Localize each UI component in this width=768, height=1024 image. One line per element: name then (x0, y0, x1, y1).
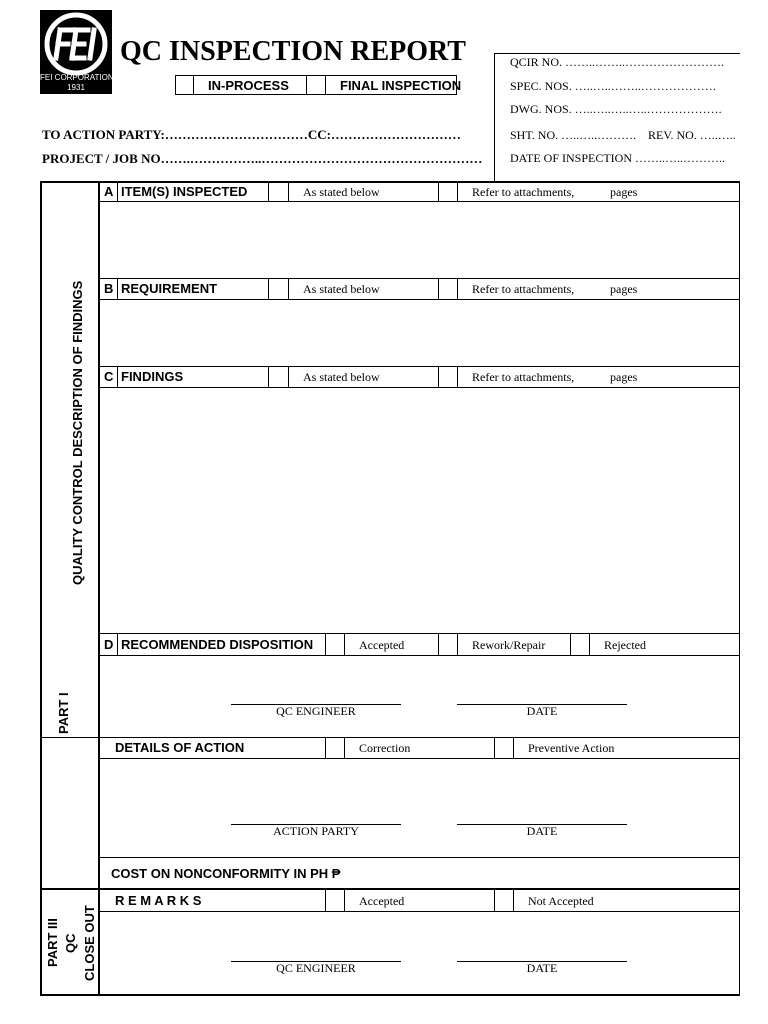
correction-label: Correction (359, 741, 411, 755)
remarks-accepted-label: Accepted (359, 894, 405, 908)
section-b-attachments-label: Refer to attachments, (472, 282, 575, 296)
section-d-letter: D (104, 637, 114, 652)
remarks-accepted-checkbox[interactable] (326, 890, 344, 911)
side-label-part3: PART III (45, 918, 60, 967)
final-inspection-checkbox[interactable] (306, 76, 326, 94)
disposition-accepted-checkbox[interactable] (326, 634, 344, 655)
remarks-not-accepted-checkbox[interactable] (495, 890, 513, 911)
side-label-qc: QC (63, 933, 78, 953)
section-c-attachments-checkbox[interactable] (439, 367, 457, 387)
qcir-no-field[interactable]: QCIR NO. ……..……..……………………. (510, 55, 725, 69)
date-of-inspection-field[interactable]: DATE OF INSPECTION ……..…..……….. (510, 151, 726, 165)
company-logo (40, 10, 112, 94)
section-d-title: RECOMMENDED DISPOSITION (121, 637, 314, 652)
section-a-body[interactable] (100, 202, 740, 278)
in-process-checkbox[interactable] (176, 76, 194, 94)
logo-org-name: FEI CORPORATION (40, 73, 114, 82)
side-label-part1: PART I (56, 692, 71, 734)
cost-on-nonconformity-field[interactable]: COST ON NONCONFORMITY IN PH ₱ (111, 866, 341, 881)
details-of-action-title: DETAILS OF ACTION (115, 740, 245, 755)
section-a-pages-label: pages (610, 185, 638, 199)
final-inspection-label: FINAL INSPECTION (340, 78, 462, 93)
section-b-pages-label: pages (610, 282, 638, 296)
action-date-label: DATE (526, 824, 558, 838)
preventive-action-checkbox[interactable] (495, 738, 513, 758)
section-b-stated-label: As stated below (303, 282, 380, 296)
section-c-pages-label: pages (610, 370, 638, 384)
qc-engineer-label: QC ENGINEER (276, 704, 356, 718)
side-label-qc-description: QUALITY CONTROL DESCRIPTION OF FINDINGS (70, 280, 85, 585)
section-b-title: REQUIREMENT (121, 281, 218, 296)
section-b-attachments-checkbox[interactable] (439, 279, 457, 299)
remarks-not-accepted-label: Not Accepted (528, 894, 594, 908)
section-b-letter: B (104, 281, 114, 296)
fei-emblem-icon (40, 10, 112, 76)
section-c-attachments-label: Refer to attachments, (472, 370, 575, 384)
disposition-rejected-checkbox[interactable] (571, 634, 589, 655)
section-c-stated-checkbox[interactable] (269, 367, 288, 387)
disposition-rework-label: Rework/Repair (472, 638, 546, 652)
rev-no-field[interactable]: REV. NO. …..….. (648, 128, 736, 142)
section-b-stated-checkbox[interactable] (269, 279, 288, 299)
section-c-stated-label: As stated below (303, 370, 380, 384)
disposition-date-label: DATE (526, 704, 558, 718)
section-c-body[interactable] (100, 388, 740, 633)
section-a-letter: A (104, 184, 114, 199)
closeout-date-label: DATE (526, 961, 558, 975)
dwg-nos-field[interactable]: DWG. NOS. …..…..…..…..………………. (510, 102, 722, 116)
disposition-rejected-label: Rejected (604, 638, 646, 652)
correction-checkbox[interactable] (326, 738, 344, 758)
section-a-title: ITEM(S) INSPECTED (121, 184, 248, 199)
closeout-qc-engineer-label: QC ENGINEER (276, 961, 356, 975)
project-job-field[interactable]: PROJECT / JOB NO…….……………..…………………………………………… (42, 151, 483, 166)
section-c-title: FINDINGS (121, 369, 184, 384)
logo-year: 1931 (67, 83, 85, 92)
spec-nos-field[interactable]: SPEC. NOS. …..…..……..………………. (510, 79, 716, 93)
remarks-title: R E M A R K S (115, 893, 202, 908)
stage-options-box (175, 75, 462, 95)
in-process-label: IN-PROCESS (208, 78, 289, 93)
section-a-attachments-label: Refer to attachments, (472, 185, 575, 199)
section-b-body[interactable] (100, 300, 740, 366)
disposition-rework-checkbox[interactable] (439, 634, 457, 655)
page-title: QC INSPECTION REPORT (120, 36, 466, 67)
section-a-stated-label: As stated below (303, 185, 380, 199)
section-a-attachments-checkbox[interactable] (439, 182, 457, 200)
section-c-letter: C (104, 369, 114, 384)
section-a-stated-checkbox[interactable] (269, 182, 288, 200)
sht-no-field[interactable]: SHT. NO. …..…..………. (510, 128, 637, 142)
disposition-accepted-label: Accepted (359, 638, 405, 652)
side-label-close-out: CLOSE OUT (82, 905, 97, 981)
action-party-label: ACTION PARTY (273, 824, 359, 838)
to-action-party-field[interactable]: TO ACTION PARTY:……………………………CC:………………………… (42, 127, 461, 142)
preventive-action-label: Preventive Action (528, 741, 615, 755)
